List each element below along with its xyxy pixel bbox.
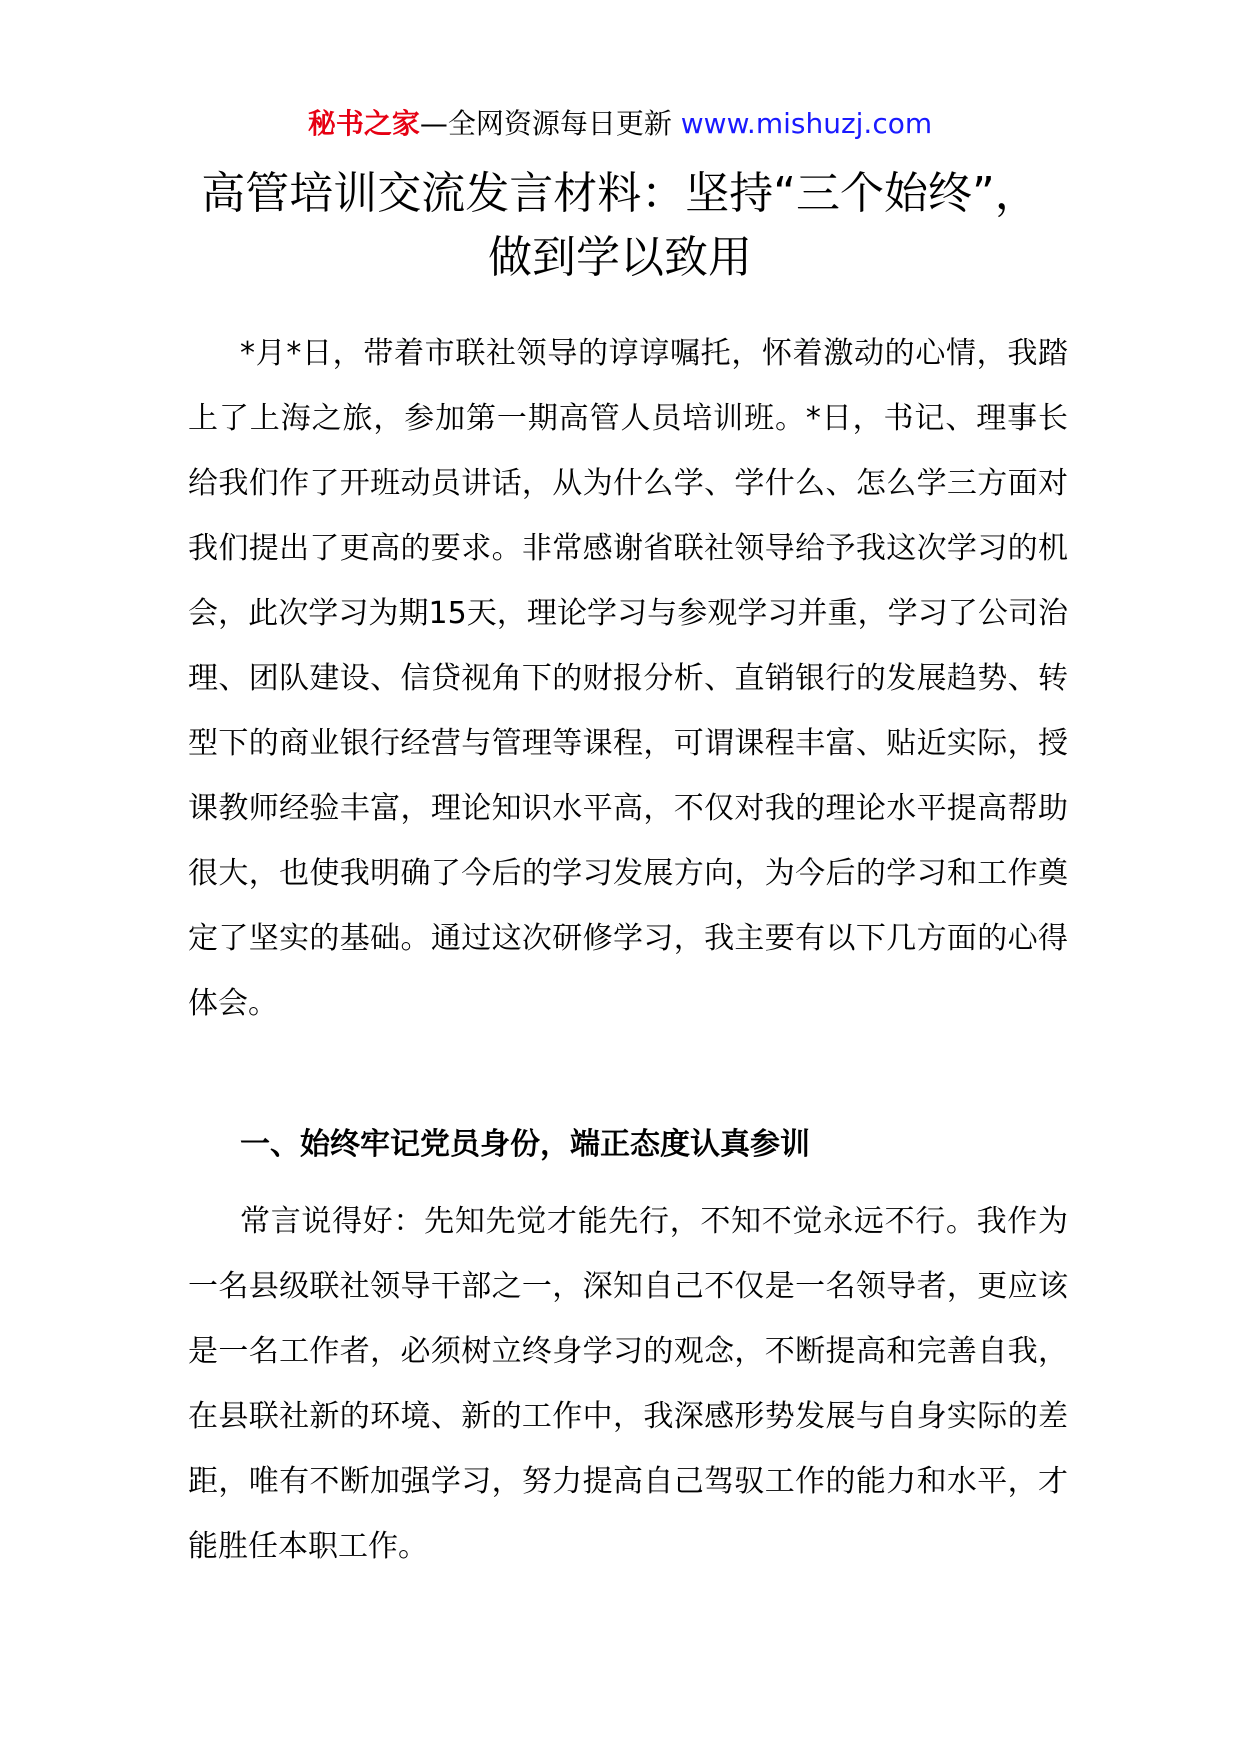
intro-paragraph: *月*日，带着市联社领导的谆谆嘱托，怀着激动的心情，我踏上了上海之旅，参加第一期高管人员培训班。*日，书记、理事长给我们作了开班动员讲话，从为什么学、学什么、怎么学三方面对我们提出了更高的要求。非常感谢省联社领导给予我这次学习的机会，此次学习为期15天，理论学习与参观学习并重，学习了公司治理、团队建设、信贷视角下的财报分析、直销银行的发展趋势、转型下的商业银行经营与管理等课程，可谓课程丰富、贴近实际，授课教师经验丰富，理论知识水平高，不仅对我的理论水平提高帮助很大，也使我明确了今后的学习发展方向，为今后的学习和工作奠定了坚实的基础。通过这次研修学习，我主要有以下几方面的心得体会。 bbox=[188, 336, 1068, 1021]
brand-name: 秘书之家 bbox=[307, 107, 420, 140]
section-1-paragraph: 常言说得好：先知先觉才能先行，不知不觉永远不行。我作为一名县级联社领导干部之一，深知自己不仅是一名领导者，更应该是一名工作者，必须树立终身学习的观念，不断提高和完善自我，在县联社新的环境、新的工作中，我深感形势发展与自身实际的差距，唯有不断加强学习，努力提高自己驾驭工作的能力和水平，才能胜任本职工作。 bbox=[188, 1204, 1068, 1564]
header-tagline: —全网资源每日更新 bbox=[419, 107, 681, 140]
section-heading-1: 一、始终牢记党员身份，端正态度认真参训 bbox=[240, 1127, 810, 1162]
site-url-link[interactable]: www.mishuzj.com bbox=[680, 107, 933, 140]
document-title: 高管培训交流发言材料：坚持“三个始终”，做到学以致用 bbox=[201, 168, 1039, 283]
site-header bbox=[0, 104, 1240, 144]
